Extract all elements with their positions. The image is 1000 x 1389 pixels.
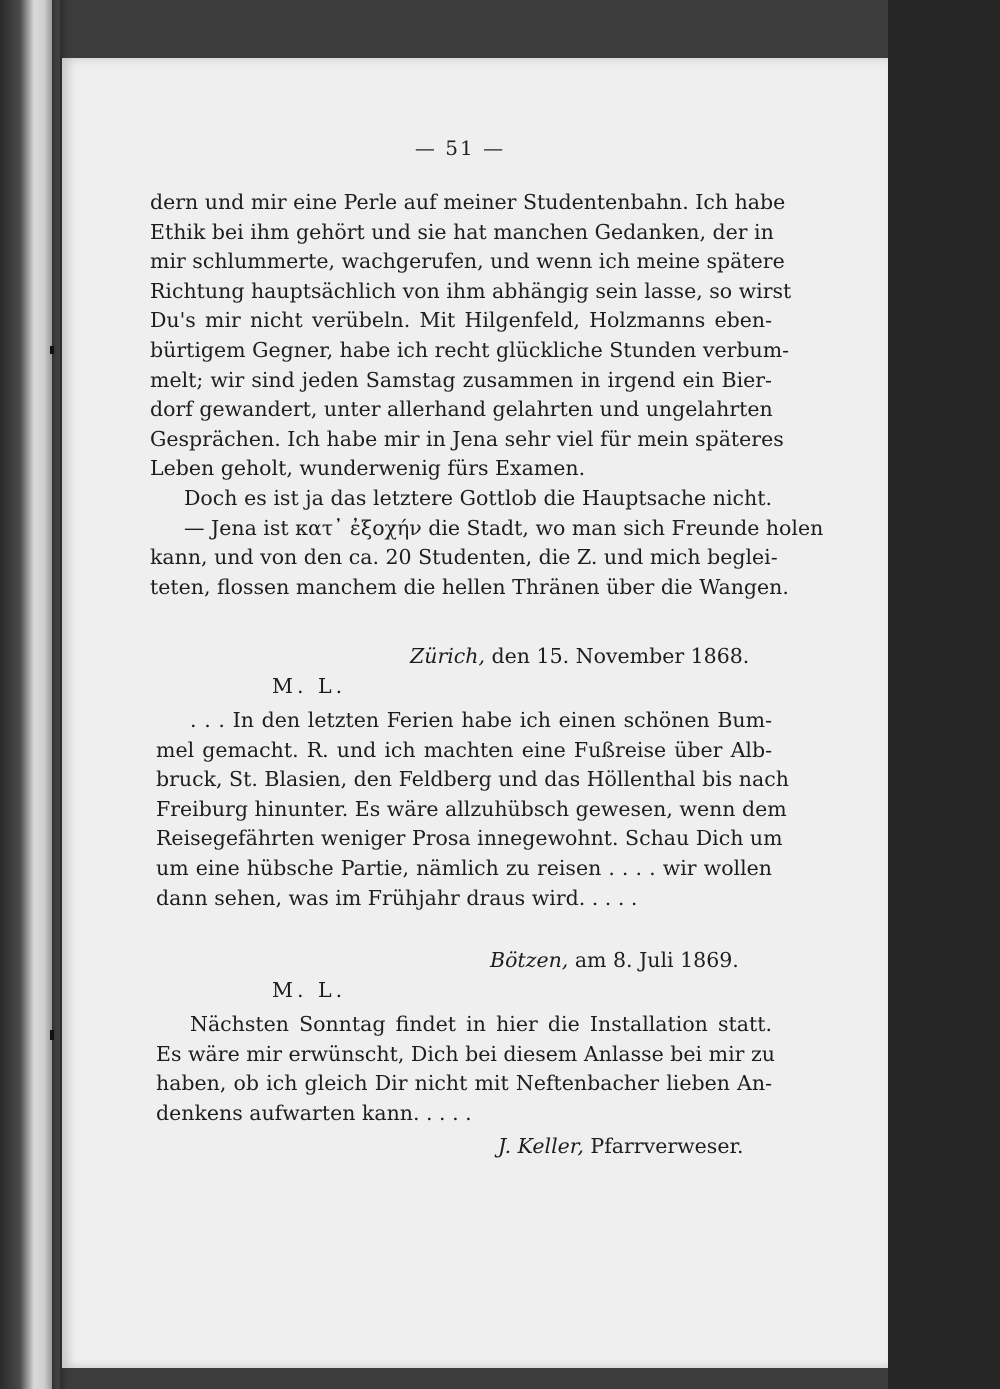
left-page-edge bbox=[0, 0, 60, 1389]
signature-name: J. Keller, bbox=[498, 1134, 584, 1158]
text-line: . . . In den letzten Ferien habe ich einen schönen Bum- bbox=[190, 708, 772, 732]
text-line: teten, flossen manchem die hellen Thränen über die Wangen. bbox=[150, 574, 789, 599]
text-line: Es wäre mir erwünscht, Dich bei diesem Anlasse bei mir zu bbox=[156, 1041, 775, 1066]
paragraph-1 bbox=[150, 188, 792, 484]
letter-2-dateline bbox=[410, 644, 749, 668]
paragraph-2 bbox=[150, 484, 824, 602]
text-line: bruck, St. Blasien, den Feldberg und das Höllenthal bis nach bbox=[156, 767, 789, 792]
text-line: mir schlummerte, wachgerufen, und wenn ich meine spätere bbox=[150, 249, 785, 274]
letter-3-place: Bötzen, bbox=[490, 948, 569, 972]
text-line: melt; wir sind jeden Samstag zusammen in irgend ein Bier- bbox=[150, 367, 772, 392]
text-line: dorf gewandert, unter allerhand gelahrten und ungelahrten bbox=[150, 397, 773, 422]
text-line: mel gemacht. R. und ich machten eine Fußreise über Alb- bbox=[156, 737, 772, 762]
text-line: Richtung hauptsächlich von ihm abhängig sein lasse, so wirst bbox=[150, 278, 792, 303]
text-line: bürtigem Gegner, habe ich recht glückliche Stunden verbum- bbox=[150, 337, 790, 362]
page-number: — 51 — bbox=[414, 136, 506, 160]
text-line: kann, und von den ca. 20 Studenten, die Z. und mich beglei- bbox=[150, 545, 778, 570]
letter-3-body bbox=[156, 1010, 775, 1128]
signature bbox=[498, 1134, 744, 1158]
text-line: haben, ob ich gleich Dir nicht mit Neftenbacher lieben An- bbox=[156, 1071, 772, 1096]
text-line: dann sehen, was im Frühjahr draus wird. . . . . bbox=[156, 885, 638, 910]
text-line: Nächsten Sonntag findet in hier die Installation statt. bbox=[190, 1012, 772, 1036]
letter-2-place: Zürich, bbox=[410, 644, 486, 668]
text-line: Du's mir nicht verübeln. Mit Hilgenfeld, Holzmanns eben- bbox=[150, 308, 772, 333]
text-line: Gesprächen. Ich habe mir in Jena sehr viel für mein späteres bbox=[150, 426, 784, 451]
scan-background bbox=[888, 0, 1000, 1389]
text-line: — Jena ist κατ᾽ ἐξοχήν die Stadt, wo man sich Freunde holen bbox=[184, 515, 824, 540]
letter-2-body bbox=[156, 706, 789, 913]
text-line: Ethik bei ihm gehört und sie hat manchen Gedanken, der in bbox=[150, 219, 774, 244]
margin-mark bbox=[50, 1030, 54, 1040]
margin-mark bbox=[50, 346, 54, 354]
text-line: Reisegefährten weniger Prosa innegewohnt. Schau Dich um bbox=[156, 826, 783, 851]
letter-3-salutation: M. L. bbox=[272, 978, 347, 1002]
letter-3-dateline bbox=[490, 948, 739, 972]
letter-3-date: am 8. Juli 1869. bbox=[574, 948, 739, 972]
letter-2-date: den 15. November 1868. bbox=[491, 644, 750, 668]
text-line: Doch es ist ja das letztere Gottlob die Hauptsache nicht. bbox=[184, 486, 772, 510]
signature-title: Pfarrverweser. bbox=[590, 1134, 744, 1158]
text-line: denkens aufwarten kann. . . . . bbox=[156, 1100, 472, 1125]
text-line: um eine hübsche Partie, nämlich zu reisen . . . . wir wollen bbox=[156, 855, 772, 880]
text-line: Freiburg hinunter. Es wäre allzuhübsch gewesen, wenn dem bbox=[156, 796, 787, 821]
text-line: Leben geholt, wunderwenig fürs Examen. bbox=[150, 456, 586, 481]
text-line: dern und mir eine Perle auf meiner Studentenbahn. Ich habe bbox=[150, 190, 786, 214]
letter-2-salutation: M. L. bbox=[272, 674, 347, 698]
